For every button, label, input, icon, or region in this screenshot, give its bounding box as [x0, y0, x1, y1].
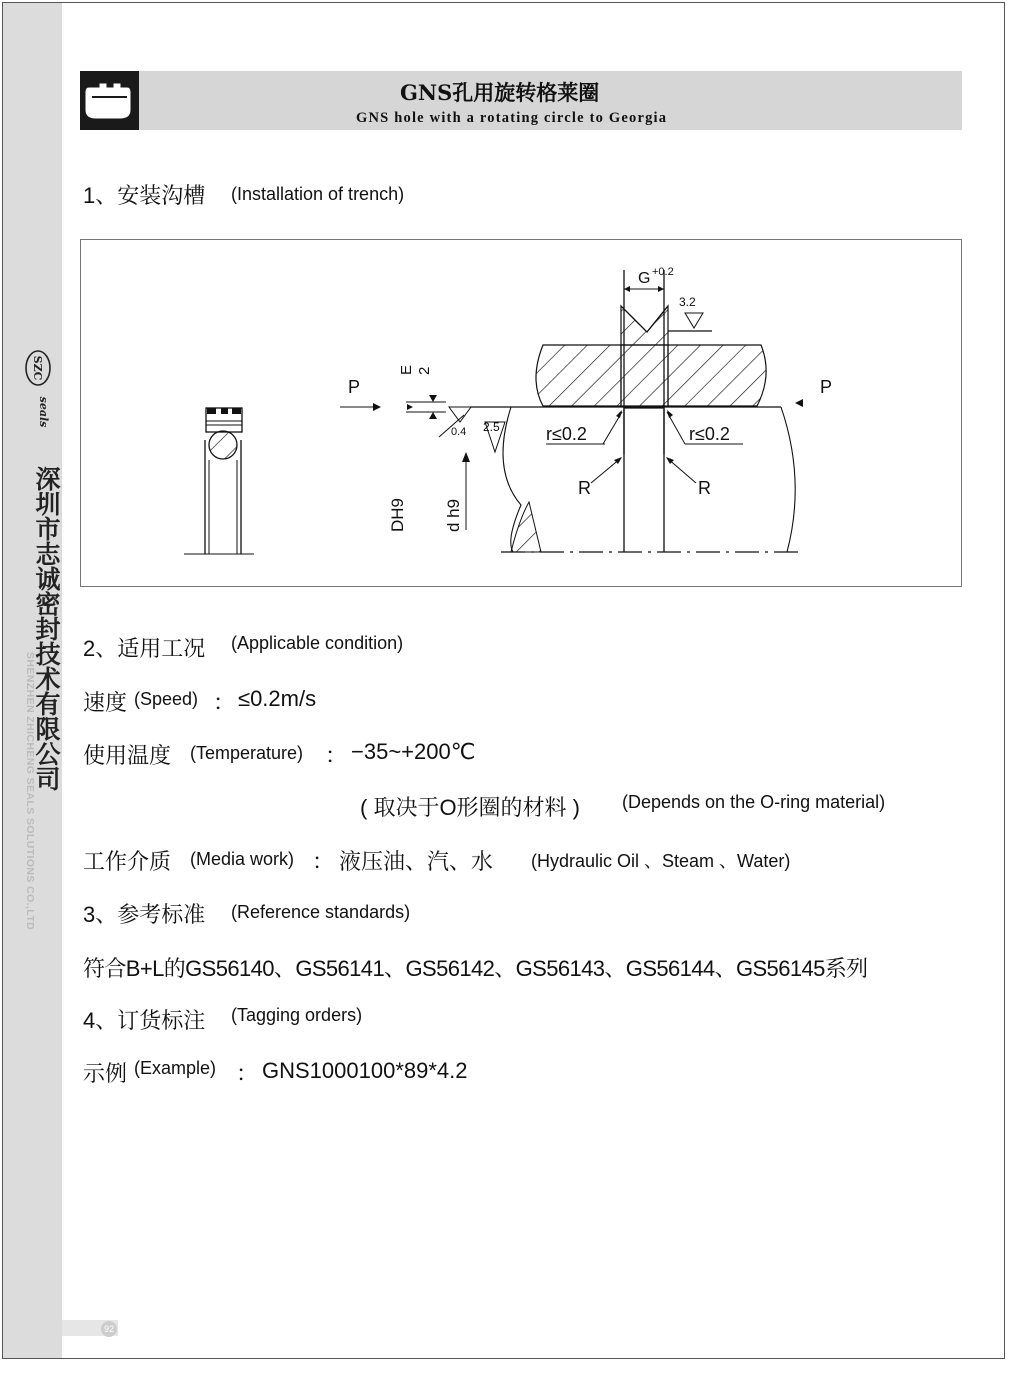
temperature-label-cn: 使用温度 [83, 743, 172, 768]
installation-groove-diagram [80, 239, 962, 587]
section2-title-cn: 2、适用工况 [83, 636, 206, 661]
section4-title-cn: 4、订货标注 [83, 1008, 206, 1033]
media-sep: ： [312, 849, 335, 874]
temperature-sep: ： [325, 743, 348, 768]
groove-width-dimension [624, 266, 674, 292]
header-bar [80, 71, 962, 130]
groove-diameter: d h9 [444, 498, 463, 532]
section3-title-en: (Reference standards) [231, 902, 411, 922]
page-subtitle: GNS hole with a rotating circle to Georgia [356, 110, 668, 126]
seal-side-view [184, 408, 254, 554]
speed-label-en: (Speed) [134, 689, 199, 709]
temperature-note-en: (Depends on the O-ring material) [622, 792, 886, 812]
temperature-value: −35~+200℃ [351, 739, 476, 764]
temperature-label-en: (Temperature) [190, 743, 304, 763]
roughness-groove: 2.5 [483, 420, 500, 434]
brand-sub: seals [37, 396, 50, 428]
example-label-en: (Example) [134, 1058, 217, 1078]
company-name-cn: 深圳市志诚密封技术有限公司 [32, 466, 61, 791]
section1-title-en: (Installation of trench) [231, 184, 405, 204]
company-name-en: SHENZHEN ZHICHENG SEALS SOLUTIONS CO.,LTD [24, 652, 36, 931]
clearance-e: E [398, 364, 415, 375]
r-right: R [698, 478, 711, 498]
media-label-cn: 工作介质 [83, 849, 172, 874]
dim-g-tol: +0.2 [652, 266, 674, 278]
temperature-note-cn: ( 取决于O形圈的材料 ) [360, 795, 580, 820]
clearance-dimension [398, 365, 446, 419]
section3-title-cn: 3、参考标准 [83, 902, 206, 927]
section2-title-en: (Applicable condition) [231, 633, 404, 653]
example-sep: ： [236, 1061, 259, 1086]
roughness-bore: 0.4 [451, 426, 467, 438]
groove-outline [471, 270, 801, 552]
szc-seals-logo [18, 348, 58, 438]
media-value-cn: 液压油、汽、水 [339, 849, 494, 874]
section1-title-cn: 1、安装沟槽 [83, 183, 206, 208]
example-label-cn: 示例 [83, 1061, 128, 1086]
media-label-en: (Media work) [190, 849, 295, 869]
example-value: GNS1000100*89*4.2 [262, 1058, 468, 1083]
seal-profile-icon [80, 71, 139, 130]
diameter-labels [388, 452, 470, 532]
reference-standards-text: 符合B+L的GS56140、GS56141、GS56142、GS56143、GS56144、GS56145系列 [83, 956, 868, 981]
media-value-en: (Hydraulic Oil 、Steam 、Water) [531, 851, 791, 871]
page-title: GNS孔用旋转格莱圈 [400, 80, 600, 105]
r-left: R [578, 478, 591, 498]
radius-labels [546, 410, 743, 498]
bore-diameter: DH9 [388, 497, 407, 532]
section4-title-en: (Tagging orders) [231, 1005, 363, 1025]
page-number: 92 [101, 1321, 117, 1337]
pressure-right: P [820, 377, 833, 397]
speed-sep: ： [213, 690, 236, 715]
speed-value: ≤0.2m/s [238, 686, 317, 711]
radius-right: r≤0.2 [689, 424, 730, 444]
dim-g: G [638, 270, 651, 287]
roughness-top: 3.2 [679, 295, 696, 309]
pressure-left: P [348, 377, 361, 397]
housing-section [536, 306, 766, 406]
brand-name: SZC [31, 355, 44, 381]
clearance-2: 2 [416, 366, 433, 375]
speed-label-cn: 速度 [83, 690, 128, 715]
radius-left: r≤0.2 [546, 424, 587, 444]
